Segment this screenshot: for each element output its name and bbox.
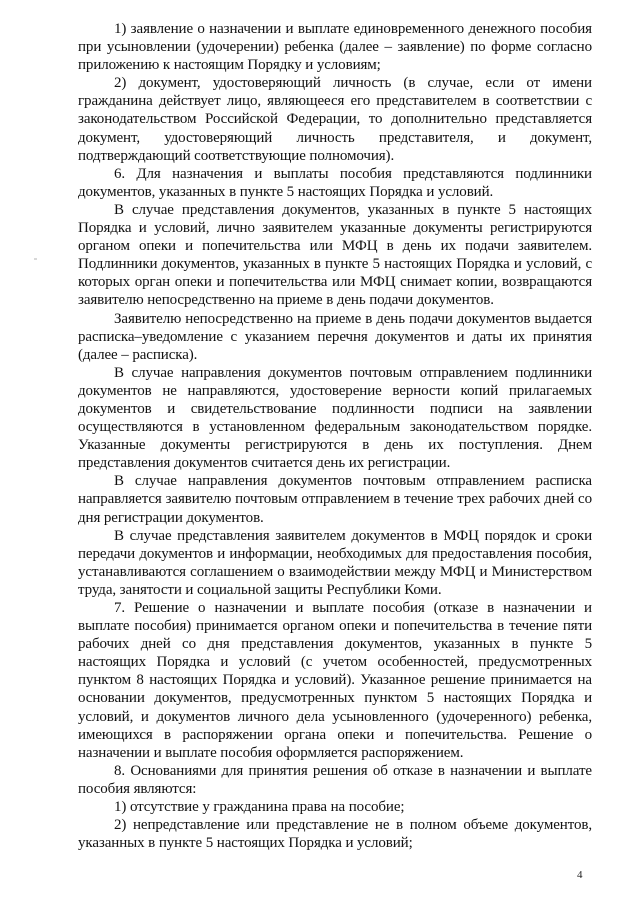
paragraph-mfc-submission: В случае представления заявителем документов в МФЦ порядок и сроки передачи документов и информации, необходимых для предоставления пособия, устанавливаются соглашением о взаимодействии между МФЦ и Министерством труда, занятости и социальной защиты Республики Коми. (78, 527, 592, 598)
paragraph-postal-receipt: В случае направления документов почтовым отправлением расписка направляется заявителю почтовым отправлением в течение трех рабочих дней со дня регистрации документов. (78, 473, 592, 526)
paragraph-personal-submission: В случае представления документов, указанных в пункте 5 настоящих Порядка и условий, лично заявителем указанные документы регистрируются органом опеки и попечительства или МФЦ в день их подачи заявителем. Подлинники документов, указанных в пункте 5 настоящих Порядка и условий, с которых орган опеки и попечительства или МФЦ снимает копии, возвращаются заявителю непосредственно на приеме в день подачи документов. (78, 201, 592, 309)
clause-7: 7. Решение о назначении и выплате пособия (отказе в назначении и выплате пособия) принимается органом опеки и попечительства в течение пяти рабочих дней со дня представления документов, указанных в пункте 5 настоящих Порядка и условий (с учетом особенностей, предусмотренных пунктом 8 настоящих Порядка и условий). Указанное решение принимается на основании документов, предусмотренных пунктом 5 настоящих Порядка и условий, и документов личного дела усыновленного (удочеренного) ребенка, имеющихся в распоряжении органа опеки и попечительства. Решение о назначении и выплате пособия оформляется распоряжением. (78, 600, 592, 761)
paragraph-receipt: Заявителю непосредственно на приеме в день подачи документов выдается расписка–уведомление с указанием перечня документов и даты их принятия (далее – расписка). (78, 310, 592, 363)
refusal-reason-2: 2) непредставление или представление не в полном объеме документов, указанных в пункте 5 настоящих Порядка и условий; (78, 817, 592, 852)
list-item-identity-document: 2) документ, удостоверяющий личность (в случае, если от имени гражданина действует лицо, являющееся его представителем в соответствии с законодательством Российской Федерации, то дополнительно представляется документ, удостоверяющий личность представителя, и документ, подтверждающий соответствующие полномочия). (78, 75, 592, 164)
document-body (78, 20, 592, 852)
clause-6: 6. Для назначения и выплаты пособия представляются подлинники документов, указанных в пункте 5 настоящих Порядка и условий. (78, 165, 592, 200)
clause-8: 8. Основаниями для принятия решения об отказе в назначении и выплате пособия являются: (78, 762, 592, 797)
page-number: 4 (577, 869, 583, 881)
paragraph-postal-submission: В случае направления документов почтовым отправлением подлинники документов не направляются, удостоверение верности копий прилагаемых документов и свидетельствование подлинности подписи на заявлении осуществляются в установленном федеральным законодательством порядке. Указанные документы регистрируются в день их поступления. Днем представления документов считается день их регистрации. (78, 364, 592, 472)
scan-margin-mark (34, 258, 37, 260)
refusal-reason-1: 1) отсутствие у гражданина права на пособие; (114, 799, 405, 816)
list-item-application: 1) заявление о назначении и выплате единовременного денежного пособия при усыновлении (удочерении) ребенка (далее – заявление) по форме согласно приложению к настоящим Порядку и условиям; (78, 21, 592, 74)
